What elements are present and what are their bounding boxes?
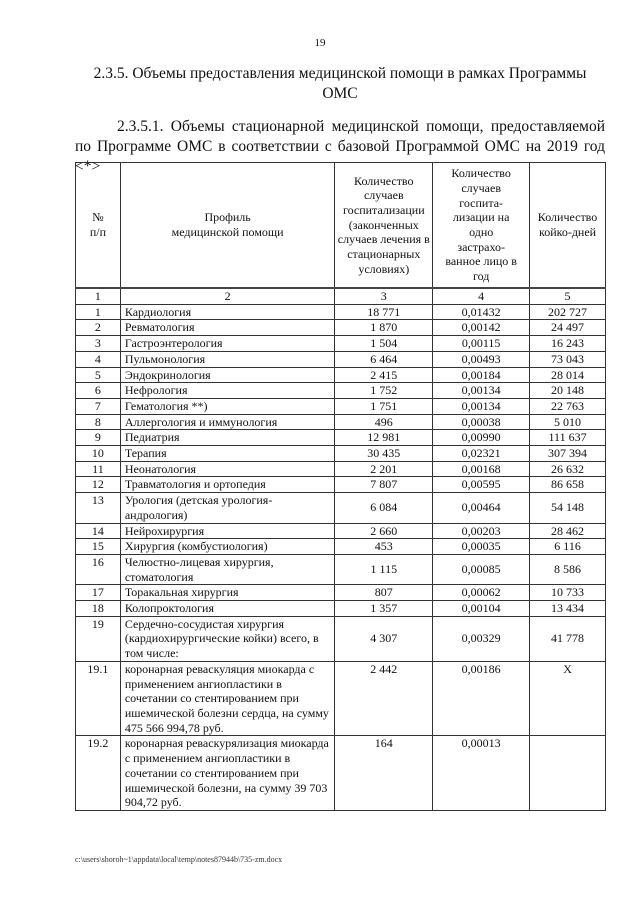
row-number: 9 bbox=[76, 430, 121, 446]
row-number: 14 bbox=[76, 523, 121, 539]
row-bed-days: 20 148 bbox=[530, 383, 606, 399]
section-title: 2.3.5. Объемы предоставления медицинской помощи в рамках Программы ОМС bbox=[93, 65, 587, 102]
row-cases: 1 870 bbox=[335, 320, 433, 336]
row-profile: Кардиология bbox=[120, 304, 335, 320]
table-row bbox=[76, 398, 606, 414]
row-number: 19 bbox=[76, 616, 121, 661]
column-number: 2 bbox=[120, 288, 335, 304]
footer-file-path: c:\users\shoroh~1\appdata\local\temp\notes87944b\735-zm.docx bbox=[75, 855, 283, 864]
row-profile: коронарная реваскурялизация миокарда с применением ангиопластики в сочетании со стентированием при ишемической болезни, на сумму 39 703 904,72 руб. bbox=[120, 736, 335, 811]
row-per-person: 0,00142 bbox=[433, 320, 530, 336]
column-number: 1 bbox=[76, 288, 121, 304]
column-number: 4 bbox=[433, 288, 530, 304]
row-cases: 18 771 bbox=[335, 304, 433, 320]
row-bed-days: 28 014 bbox=[530, 367, 606, 383]
page-number: 19 bbox=[314, 37, 326, 49]
row-profile: Пульмонология bbox=[120, 351, 335, 367]
table-row bbox=[76, 585, 606, 601]
row-cases: 453 bbox=[335, 539, 433, 555]
column-number: 5 bbox=[530, 288, 606, 304]
row-cases: 164 bbox=[335, 736, 433, 811]
row-bed-days: 8 586 bbox=[530, 554, 606, 584]
header-bed-days: Количество койко-дней bbox=[530, 163, 606, 289]
row-per-person: 0,00329 bbox=[433, 616, 530, 661]
table-row bbox=[76, 554, 606, 584]
row-cases: 12 981 bbox=[335, 430, 433, 446]
row-cases: 1 357 bbox=[335, 601, 433, 617]
row-bed-days: 28 462 bbox=[530, 523, 606, 539]
row-per-person: 0,00134 bbox=[433, 383, 530, 399]
row-bed-days: 22 763 bbox=[530, 398, 606, 414]
row-bed-days: 16 243 bbox=[530, 336, 606, 352]
header-cases: Количество случаев госпитализации (законченных случаев лечения в стационарных условиях) bbox=[335, 163, 433, 289]
row-cases: 1 504 bbox=[335, 336, 433, 352]
row-number: 13 bbox=[76, 493, 121, 523]
row-profile: Нефрология bbox=[120, 383, 335, 399]
column-numbers-row bbox=[76, 288, 606, 304]
row-bed-days: 54 148 bbox=[530, 493, 606, 523]
row-per-person: 0,00990 bbox=[433, 430, 530, 446]
row-per-person: 0,00134 bbox=[433, 398, 530, 414]
row-bed-days: 5 010 bbox=[530, 414, 606, 430]
table-row bbox=[76, 523, 606, 539]
row-bed-days: 73 043 bbox=[530, 351, 606, 367]
table-row bbox=[76, 616, 606, 661]
row-number: 3 bbox=[76, 336, 121, 352]
table-row bbox=[76, 661, 606, 736]
row-number: 19.2 bbox=[76, 736, 121, 811]
row-cases: 2 415 bbox=[335, 367, 433, 383]
row-cases: 30 435 bbox=[335, 446, 433, 462]
row-profile: Нейрохирургия bbox=[120, 523, 335, 539]
row-per-person: 0,00168 bbox=[433, 461, 530, 477]
row-cases: 6 084 bbox=[335, 493, 433, 523]
row-profile: Урология (детская урология-андрология) bbox=[120, 493, 335, 523]
row-cases: 4 307 bbox=[335, 616, 433, 661]
row-bed-days: 86 658 bbox=[530, 477, 606, 493]
row-per-person: 0,00062 bbox=[433, 585, 530, 601]
table-row bbox=[76, 351, 606, 367]
row-bed-days: 13 434 bbox=[530, 601, 606, 617]
row-number: 12 bbox=[76, 477, 121, 493]
row-profile: Торакальная хирургия bbox=[120, 585, 335, 601]
table-row bbox=[76, 320, 606, 336]
row-profile: Гематология **) bbox=[120, 398, 335, 414]
row-per-person: 0,00013 bbox=[433, 736, 530, 811]
row-bed-days: 6 116 bbox=[530, 539, 606, 555]
table-row bbox=[76, 736, 606, 811]
header-profile: Профиль медицинской помощи bbox=[120, 163, 335, 289]
row-per-person: 0,02321 bbox=[433, 446, 530, 462]
row-profile: Аллергология и иммунология bbox=[120, 414, 335, 430]
table-header-row bbox=[76, 163, 606, 289]
table-row bbox=[76, 336, 606, 352]
row-profile: Челюстно-лицевая хирургия, стоматология bbox=[120, 554, 335, 584]
row-bed-days: X bbox=[530, 661, 606, 736]
row-per-person: 0,00464 bbox=[433, 493, 530, 523]
row-cases: 2 442 bbox=[335, 661, 433, 736]
row-per-person: 0,00104 bbox=[433, 601, 530, 617]
row-profile: Терапия bbox=[120, 446, 335, 462]
row-per-person: 0,00184 bbox=[433, 367, 530, 383]
table-row bbox=[76, 539, 606, 555]
row-per-person: 0,00186 bbox=[433, 661, 530, 736]
row-profile: коронарная реваскуляция миокарда с применением ангиопластики в сочетании со стентированием при ишемической болезни сердца, на сумму 475 566 994,78 руб. bbox=[120, 661, 335, 736]
row-number: 18 bbox=[76, 601, 121, 617]
hospital-care-volume-table bbox=[75, 162, 606, 811]
table-row bbox=[76, 414, 606, 430]
row-number: 8 bbox=[76, 414, 121, 430]
row-number: 17 bbox=[76, 585, 121, 601]
row-cases: 496 bbox=[335, 414, 433, 430]
row-per-person: 0,00493 bbox=[433, 351, 530, 367]
row-cases: 7 807 bbox=[335, 477, 433, 493]
row-profile: Педиатрия bbox=[120, 430, 335, 446]
row-per-person: 0,00085 bbox=[433, 554, 530, 584]
row-per-person: 0,00038 bbox=[433, 414, 530, 430]
row-bed-days: 10 733 bbox=[530, 585, 606, 601]
row-profile: Гастроэнтерология bbox=[120, 336, 335, 352]
row-profile: Эндокринология bbox=[120, 367, 335, 383]
header-per-person: Количество случаев госпита-лизации на одно застрахо-ванное лицо в год bbox=[433, 163, 530, 289]
subsection-title-text: 2.3.5.1. Объемы стационарной медицинской помощи, предоставляемой по Программе ОМС в соответствии с базовой Программой ОМС на 2019 год <*> bbox=[75, 118, 605, 175]
row-number: 7 bbox=[76, 398, 121, 414]
row-number: 6 bbox=[76, 383, 121, 399]
row-profile: Сердечно-сосудистая хирургия (кардиохирургические койки) всего, в том числе: bbox=[120, 616, 335, 661]
row-number: 4 bbox=[76, 351, 121, 367]
row-number: 19.1 bbox=[76, 661, 121, 736]
row-bed-days: 111 637 bbox=[530, 430, 606, 446]
row-per-person: 0,01432 bbox=[433, 304, 530, 320]
table-row bbox=[76, 601, 606, 617]
row-per-person: 0,00035 bbox=[433, 539, 530, 555]
row-number: 16 bbox=[76, 554, 121, 584]
table-row bbox=[76, 461, 606, 477]
row-cases: 2 660 bbox=[335, 523, 433, 539]
row-bed-days: 202 727 bbox=[530, 304, 606, 320]
row-cases: 807 bbox=[335, 585, 433, 601]
row-profile: Неонатология bbox=[120, 461, 335, 477]
row-per-person: 0,00115 bbox=[433, 336, 530, 352]
table-row bbox=[76, 493, 606, 523]
row-number: 2 bbox=[76, 320, 121, 336]
row-number: 15 bbox=[76, 539, 121, 555]
row-cases: 1 752 bbox=[335, 383, 433, 399]
row-number: 1 bbox=[76, 304, 121, 320]
row-bed-days bbox=[530, 736, 606, 811]
row-profile: Колопроктология bbox=[120, 601, 335, 617]
row-number: 10 bbox=[76, 446, 121, 462]
row-cases: 2 201 bbox=[335, 461, 433, 477]
table-row bbox=[76, 367, 606, 383]
header-number: № п/п bbox=[76, 163, 121, 289]
row-profile: Травматология и ортопедия bbox=[120, 477, 335, 493]
row-bed-days: 26 632 bbox=[530, 461, 606, 477]
table-row bbox=[76, 430, 606, 446]
row-bed-days: 41 778 bbox=[530, 616, 606, 661]
row-profile: Ревматология bbox=[120, 320, 335, 336]
row-cases: 1 115 bbox=[335, 554, 433, 584]
row-number: 5 bbox=[76, 367, 121, 383]
table-row bbox=[76, 446, 606, 462]
row-profile: Хирургия (комбустиология) bbox=[120, 539, 335, 555]
row-number: 11 bbox=[76, 461, 121, 477]
row-cases: 1 751 bbox=[335, 398, 433, 414]
column-number: 3 bbox=[335, 288, 433, 304]
row-bed-days: 24 497 bbox=[530, 320, 606, 336]
row-per-person: 0,00595 bbox=[433, 477, 530, 493]
row-bed-days: 307 394 bbox=[530, 446, 606, 462]
row-per-person: 0,00203 bbox=[433, 523, 530, 539]
table-row bbox=[76, 304, 606, 320]
row-cases: 6 464 bbox=[335, 351, 433, 367]
table-row bbox=[76, 477, 606, 493]
table-row bbox=[76, 383, 606, 399]
